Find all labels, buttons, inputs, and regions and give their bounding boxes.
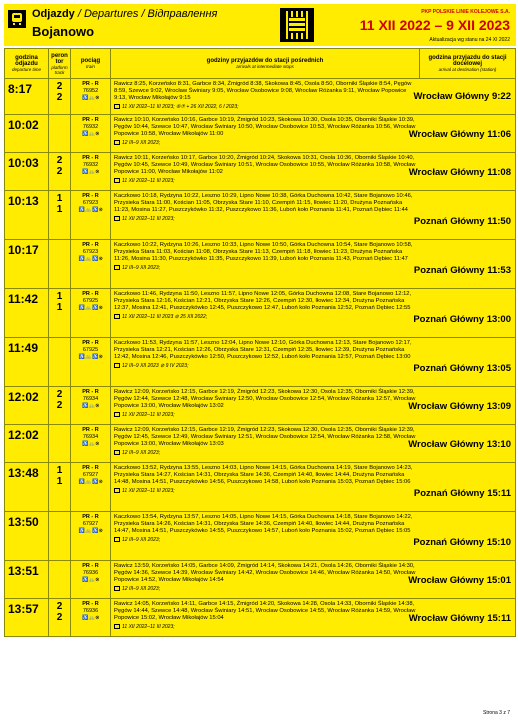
track-number: 2 (56, 166, 63, 177)
intermediate-stops (111, 338, 420, 387)
stops-text: Kaczkowo 11:46, Rydzyna 11:50, Leszno 11:57, Lipno Nowe 12:05, Górka Duchowna 12:08, Stare Bojanowo 12:12, Przysieka Stara 12:16, Kościan 12:21, Obrzyska Stare 12:26, Czempiń 12:30, Iłowiec 12:34, Drużyna Poznańska 12:37, Mosina 12:41, Puszczykówko 12:45, Puszczykowo 12:47, Luboń koło Poznania 12:52, Poznań Dębiec 12:55 (114, 291, 412, 312)
platform-track (49, 463, 71, 512)
platform-number: 2 (56, 155, 63, 166)
intermediate-stops (111, 191, 420, 240)
destination-cell (413, 463, 516, 512)
calendar-icon (114, 314, 120, 319)
calendar-icon (114, 537, 120, 542)
operating-days: 11 XII 2022–11 III 2023; (114, 624, 417, 631)
destination-cell (408, 599, 516, 637)
departure-time: 10:03 (5, 153, 49, 191)
service-icons: ♿ 🚲 ⊗ (82, 403, 99, 409)
table-row (5, 561, 516, 599)
platform-number: 2 (56, 81, 63, 92)
stops-text: Kaczkowo 10:22, Rydzyna 10:26, Leszno 10:33, Lipno Nowe 10:50, Górka Duchowna 10:54, Stare Bojanowo 10:58, Przysieka Stara 11:03, Kościan 11:08, Obrzyska Stare 11:13, Czempiń 11:18, Iłowiec 11:23, Drużyna Poznańska 11:26, Mosina 11:30, Puszczykówko 11:35, Puszczykowo 11:39, Luboń koło Poznania 11:43, Poznań Dębiec 11:47 (114, 242, 413, 263)
col-time: godzina odjazdu departure time (5, 49, 49, 79)
train-number: 76932 (82, 124, 99, 130)
table-row (5, 387, 516, 425)
destination-cell (413, 512, 516, 561)
train-number: 76934 (82, 434, 99, 440)
operating-days: 12 III–9 XII 2023; (114, 265, 417, 272)
operating-days: 11 XII 2022–11 III 2023; ⑥⑦ + 26 XII 2022, 6 I 2023; (114, 104, 417, 111)
platform-number: 1 (56, 291, 63, 302)
departure-time: 10:02 (5, 115, 49, 153)
destination-arrival: Poznań Główny 13:05 (413, 363, 511, 374)
destination-cell (413, 240, 516, 289)
operating-days: 11 XII 2022–11 III 2023; (114, 412, 417, 419)
stops-text: Kaczkowo 11:53, Rydzyna 11:57, Leszno 12:04, Lipno Nowe 12:10, Górka Duchowna 12:13, Stare Bojanowo 12:17, Przysieka Stara 12:21, Kościan 12:26, Obrzyska Stare 12:31, Czempiń 12:35, Iłowiec 12:39, Drużyna Poznańska 12:42, Mosina 12:46, Puszczykówko 12:50, Puszczykowo 12:52, Luboń koło Poznania 12:57, Poznań Dębiec 13:00 (114, 340, 412, 361)
title-translations: / Departures / Відправлення (77, 8, 218, 20)
departure-time: 11:49 (5, 338, 49, 387)
service-icons: ♿ 🚲 ♿ ⊗ (78, 256, 103, 262)
col-stops: godziny przyjazdów do stacji pośrednich arrivals at intermediate stops (111, 49, 420, 79)
operating-days: 11 XII 2022–11 III 2023; (114, 216, 417, 223)
destination-cell (413, 79, 516, 115)
table-row (5, 115, 516, 153)
destination-arrival: Wrocław Główny 13:09 (408, 401, 511, 412)
platform-track (49, 240, 71, 289)
departure-time: 10:13 (5, 191, 49, 240)
destination-arrival: Poznań Główny 13:00 (413, 314, 511, 325)
title-main: Odjazdy (32, 8, 75, 20)
destination-arrival: Wrocław Główny 9:22 (413, 91, 511, 102)
table-row (5, 599, 516, 637)
train-category: PR - R (82, 155, 99, 161)
page-title (32, 8, 217, 20)
platform-track (49, 191, 71, 240)
train-info (71, 512, 111, 561)
track-number: 1 (56, 476, 63, 487)
intermediate-stops (111, 79, 420, 115)
platform-track (49, 599, 71, 637)
stops-text: Rawicz 10:11, Korzeńsko 10:17, Garbce 10:20, Żmigród 10:24, Skokowa 10:31, Osola 10:36, Oborniki Śląskie 10:40, Pęgów 10:45, Szewce 10:49, Wrocław Świniary 10:51, Wrocław Osobowice 10:55, Wrocław Różanka 10:58, Wrocław Popowice 11:00, Wrocław Mikołajów 11:02 (114, 155, 416, 176)
train-number: 67925 (82, 347, 99, 353)
stops-text: Rawicz 8:25, Korzeńsko 8:31, Garbce 8:34, Żmigród 8:38, Skokowa 8:45, Osola 8:50, Oborniki Śląskie 8:54, Pęgów 8:59, Szewce 9:02, Wrocław Świniary 9:05, Wrocław Osobowice 9:08, Wrocław Różanka 9:11, Wrocław Popowice 9:13, Wrocław Mikołajów 9:15 (114, 81, 412, 102)
train-number: 76934 (82, 396, 99, 402)
departure-time: 13:57 (5, 599, 49, 637)
train-info (71, 79, 111, 115)
stops-text: Kaczkowo 10:18, Rydzyna 10:22, Leszno 10:29, Lipno Nowe 10:38, Górka Duchowna 10:42, Stare Bojanowo 10:46, Przysieka Stara 11:00, Kościan 11:05, Obrzyska Stare 11:10, Czempiń 11:15, Iłowiec 11:20, Drużyna Poznańska 11:23, Mosina 11:27, Puszczykówko 11:32, Puszczykowo 11:36, Luboń koło Poznania 11:41, Poznań Dębiec 11:44 (114, 193, 413, 214)
operating-days: 12 III–9 XII 2023 ⊘ 9 IV 2023; (114, 363, 417, 370)
departure-time: 12:02 (5, 425, 49, 463)
train-number: 67923 (82, 249, 99, 255)
train-number: 76932 (82, 162, 99, 168)
calendar-icon (114, 265, 120, 270)
destination-cell (408, 153, 516, 191)
train-category: PR - R (82, 117, 99, 123)
destination-arrival: Wrocław Główny 13:10 (408, 439, 511, 450)
platform-number: 2 (56, 601, 63, 612)
departure-time: 13:48 (5, 463, 49, 512)
table-row (5, 463, 516, 512)
train-category: PR - R (82, 427, 99, 433)
train-info (71, 425, 111, 463)
departure-time: 13:50 (5, 512, 49, 561)
train-icon (8, 10, 26, 28)
train-category: PR - R (82, 514, 99, 520)
destination-arrival: Wrocław Główny 15:11 (408, 613, 511, 624)
operating-days: 12 III–9 XII 2023; (114, 537, 417, 544)
train-category: PR - R (82, 465, 99, 471)
train-category: PR - R (82, 601, 99, 607)
train-info (71, 240, 111, 289)
destination-arrival: Poznań Główny 15:11 (413, 488, 511, 499)
departure-time: 11:42 (5, 289, 49, 338)
service-icons: ♿ 🚲 ⊗ (82, 577, 99, 583)
calendar-icon (114, 178, 120, 183)
destination-cell (408, 387, 516, 425)
train-category: PR - R (82, 193, 99, 199)
stops-text: Kaczkowo 13:52, Rydzyna 13:55, Leszno 14:03, Lipno Nowe 14:15, Górka Duchowna 14:19, Stare Bojanowo 14:23, Przysieka Stara 14:27, Kościan 14:31, Obrzyska Stare 14:36, Czempiń 14:40, Iłowiec 14:44, Drużyna Poznańska 14:48, Mosina 14:51, Puszczykówko 14:56, Puszczykowo 14:58, Luboń koło Poznania 15:03, Poznań Dębiec 15:06 (114, 465, 413, 486)
destination-arrival: Poznań Główny 11:53 (413, 265, 511, 276)
calendar-icon (114, 216, 120, 221)
service-icons: ♿ 🚲 ♿ ⊗ (78, 479, 103, 485)
service-icons: ♿ 🚲 ♿ ⊗ (78, 305, 103, 311)
platform-track (49, 153, 71, 191)
platform-track (49, 338, 71, 387)
operating-days: 11 XII 2022–11 III 2023; (114, 488, 417, 495)
train-info (71, 599, 111, 637)
operating-days: 12 III–9 XII 2023; (114, 586, 417, 593)
table-header-row (5, 49, 516, 79)
departure-time: 8:17 (5, 79, 49, 115)
col-dest: godzina przyjazdu do stacji docelowej arrival at destination (station) (420, 49, 516, 79)
calendar-icon (114, 104, 120, 109)
table-row (5, 79, 516, 115)
intermediate-stops (111, 463, 420, 512)
calendar-icon (114, 412, 120, 417)
calendar-icon (114, 488, 120, 493)
platform-track (49, 289, 71, 338)
stops-text: Rawicz 12:09, Korzeńsko 12:15, Garbce 12:19, Żmigród 12:23, Skokowa 12:30, Osola 12:35, Oborniki Śląskie 12:39, Pęgów 12:45, Szewce 12:49, Wrocław Świniary 12:51, Wrocław Osobowice 12:54, Wrocław Różanka 12:58, Wrocław Popowice 13:00, Wrocław Mikołajów 13:03 (114, 427, 416, 448)
calendar-icon (114, 450, 120, 455)
stops-text: Kaczkowo 13:54, Rydzyna 13:57, Leszno 14:05, Lipno Nowe 14:15, Górka Duchowna 14:18, Stare Bojanowo 14:22, Przysieka Stara 14:26, Kościan 14:31, Obrzyska Stare 14:36, Czempiń 14:40, Iłowiec 14:44, Drużyna Poznańska 14:47, Mosina 14:51, Puszczykówko 14:55, Puszczykowo 14:57, Luboń koło Poznania 15:02, Poznań Dębiec 15:05 (114, 514, 413, 535)
departure-time: 13:51 (5, 561, 49, 599)
table-row (5, 191, 516, 240)
intermediate-stops (111, 512, 420, 561)
operating-days: 12 III–9 XII 2023; (114, 450, 417, 457)
destination-arrival: Poznań Główny 15:10 (413, 537, 511, 548)
train-number: 67927 (82, 472, 99, 478)
table-row (5, 512, 516, 561)
service-icons: ♿ 🚲 ⊗ (82, 169, 99, 175)
train-number: 67925 (82, 298, 99, 304)
platform-number: 1 (56, 465, 63, 476)
calendar-icon (114, 624, 120, 629)
train-number: 67923 (82, 200, 99, 206)
train-number: 76952 (82, 88, 99, 94)
destination-cell (408, 425, 516, 463)
destination-arrival: Poznań Główny 11:50 (413, 216, 511, 227)
train-category: PR - R (82, 340, 99, 346)
track-number: 1 (56, 204, 63, 215)
service-icons: ♿ 🚲 ⊗ (82, 131, 99, 137)
train-info (71, 561, 111, 599)
calendar-icon (114, 586, 120, 591)
platform-track (49, 115, 71, 153)
departure-time: 12:02 (5, 387, 49, 425)
validity-dates: 11 XII 2022 – 9 XII 2023 (359, 17, 510, 33)
departure-time: 10:17 (5, 240, 49, 289)
service-icons: ♿ 🚲 ⊗ (82, 441, 99, 447)
train-number: 76936 (82, 608, 99, 614)
train-info (71, 153, 111, 191)
table-row (5, 425, 516, 463)
destination-arrival: Wrocław Główny 11:08 (408, 167, 511, 178)
intermediate-stops (111, 153, 420, 191)
train-info (71, 387, 111, 425)
train-info (71, 115, 111, 153)
train-info (71, 289, 111, 338)
operating-days: 11 XII 2022–11 III 2023; (114, 178, 417, 185)
service-icons: ♿ 🚲 ⊗ (82, 95, 99, 101)
service-icons: ♿ 🚲 ♿ ⊗ (78, 354, 103, 360)
train-category: PR - R (82, 81, 99, 87)
train-category: PR - R (82, 291, 99, 297)
train-category: PR - R (82, 242, 99, 248)
intermediate-stops (111, 425, 420, 463)
table-row (5, 289, 516, 338)
intermediate-stops (111, 561, 420, 599)
platform-number: 2 (56, 389, 63, 400)
track-number: 1 (56, 302, 63, 313)
destination-cell (408, 115, 516, 153)
intermediate-stops (111, 240, 420, 289)
train-category: PR - R (82, 563, 99, 569)
track-number: 2 (56, 400, 63, 411)
service-icons: ♿ 🚲 ♿ ⊗ (78, 207, 103, 213)
track-number: 2 (56, 612, 63, 623)
table-row (5, 153, 516, 191)
train-info (71, 463, 111, 512)
platform-track (49, 387, 71, 425)
calendar-icon (114, 363, 120, 368)
table-row (5, 338, 516, 387)
calendar-icon (114, 140, 120, 145)
station-name: Bojanowo (32, 24, 95, 39)
page-number: Strona 3 z 7 (483, 710, 510, 716)
stops-text: Rawicz 13:59, Korzeńsko 14:05, Garbce 14:09, Żmigród 14:14, Skokowa 14:21, Osola 14:26, Oborniki Śląskie 14:30, Pęgów 14:36, Szewce 14:39, Wrocław Świniary 14:42, Wrocław Osobowice 14:46, Wrocław Różanka 14:50, Wrocław Popowice 14:52, Wrocław Mikołajów 14:54 (114, 563, 416, 584)
intermediate-stops (111, 289, 420, 338)
col-track: peron tor platform track (49, 49, 71, 79)
platform-track (49, 425, 71, 463)
stops-text: Rawicz 12:09, Korzeńsko 12:15, Garbce 12:19, Żmigród 12:23, Skokowa 12:30, Osola 12:35, Oborniki Śląskie 12:39, Pęgów 12:44, Szewce 12:48, Wrocław Świniary 12:50, Wrocław Osobowice 12:54, Wrocław Różanka 12:57, Wrocław Popowice 13:00, Wrocław Mikołajów 13:02 (114, 389, 416, 410)
operating-days: 12 III–9 XII 2023; (114, 140, 417, 147)
train-number: 76936 (82, 570, 99, 576)
destination-cell (408, 561, 516, 599)
train-info (71, 338, 111, 387)
track-number: 2 (56, 92, 63, 103)
service-icons: ♿ 🚲 ♿ ⊗ (78, 528, 103, 534)
intermediate-stops (111, 599, 420, 637)
platform-number: 1 (56, 193, 63, 204)
service-icons: ♿ 🚲 ⊗ (82, 615, 99, 621)
destination-cell (413, 289, 516, 338)
operator-logo: PKP POLSKIE LINIE KOLEJOWE S.A. (421, 9, 510, 15)
intermediate-stops (111, 387, 420, 425)
col-train: pociąg train (71, 49, 111, 79)
table-row (5, 240, 516, 289)
train-category: PR - R (82, 389, 99, 395)
platform-track (49, 79, 71, 115)
train-number: 67927 (82, 521, 99, 527)
platform-track (49, 512, 71, 561)
operating-days: 11 XII 2022–11 III 2023 ⊘ 25 XII 2022; (114, 314, 417, 321)
destination-cell (413, 338, 516, 387)
qr-code (280, 8, 314, 42)
train-info (71, 191, 111, 240)
intermediate-stops (111, 115, 420, 153)
destination-cell (413, 191, 516, 240)
platform-track (49, 561, 71, 599)
stops-text: Rawicz 14:05, Korzeńsko 14:11, Garbce 14:15, Żmigród 14:20, Skokowa 14:28, Osola 14:33, Oborniki Śląskie 14:38, Pęgów 14:44, Szewce 14:48, Wrocław Świniary 14:51, Wrocław Osobowice 14:55, Wrocław Różanka 14:59, Wrocław Popowice 15:02, Wrocław Mikołajów 15:04 (114, 601, 416, 622)
timetable-header (4, 4, 516, 46)
departures-table (4, 48, 516, 637)
stops-text: Rawicz 10:10, Korzeńsko 10:16, Garbce 10:19, Żmigród 10:23, Skokowa 10:30, Osola 10:35, Oborniki Śląskie 10:39, Pęgów 10:44, Szewce 10:47, Wrocław Świniary 10:50, Wrocław Osobowice 10:53, Wrocław Różanka 10:56, Wrocław Popowice 10:58, Wrocław Mikołajów 11:00 (114, 117, 416, 138)
destination-arrival: Wrocław Główny 11:06 (408, 129, 511, 140)
update-note: Aktualizacja wg stanu na 24 XI 2022 (429, 37, 510, 43)
destination-arrival: Wrocław Główny 15:01 (408, 575, 511, 586)
